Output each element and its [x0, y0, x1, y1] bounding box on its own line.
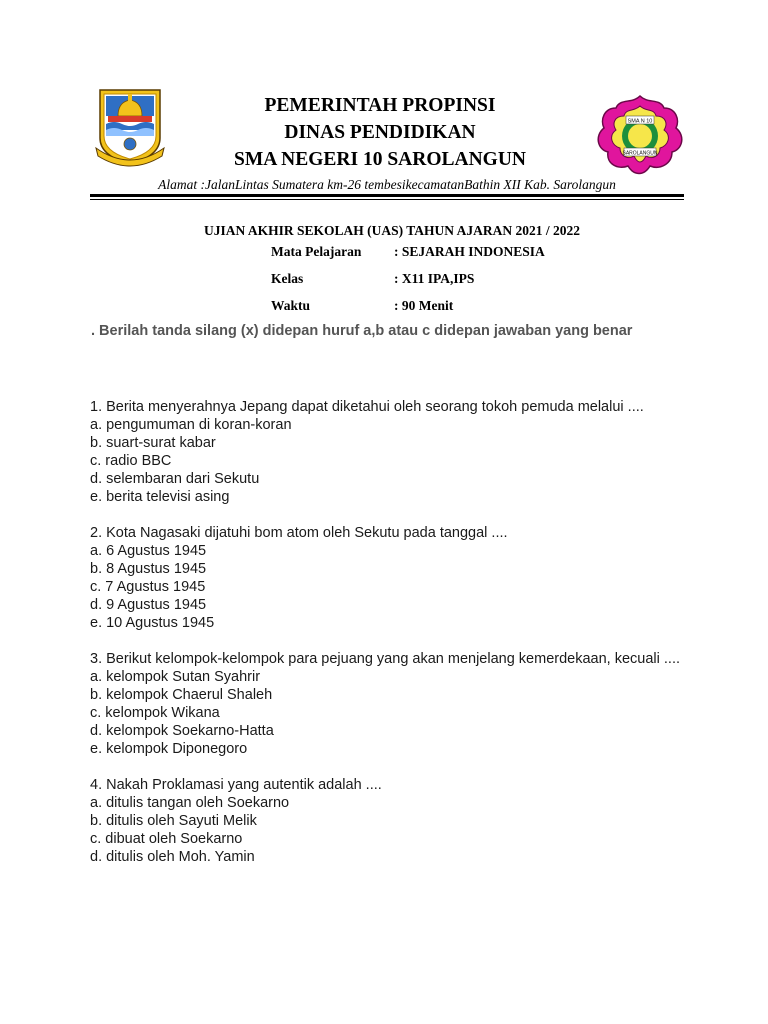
- answer-option: e. kelompok Diponegoro: [90, 741, 248, 757]
- answer-option: c. kelompok Wikana: [90, 705, 220, 721]
- question-2: [90, 524, 690, 632]
- answer-option: a. 6 Agustus 1945: [90, 543, 207, 559]
- school-logo-top-text: SMA N 10: [627, 118, 653, 125]
- answer-option: d. 9 Agustus 1945: [90, 597, 207, 613]
- header-line-2: DINAS PENDIDIKAN: [284, 122, 476, 143]
- meta-label-time: Waktu: [271, 298, 311, 313]
- school-logo: [594, 94, 686, 176]
- meta-value-class: : X11 IPA,IPS: [394, 271, 475, 286]
- header-line-3: SMA NEGERI 10 SAROLANGUN: [234, 149, 526, 170]
- answer-option: d. selembaran dari Sekutu: [90, 471, 260, 487]
- question-text: 4. Nakah Proklamasi yang autentik adalah ....: [90, 777, 382, 793]
- answer-option: b. 8 Agustus 1945: [90, 561, 207, 577]
- question-text: 2. Kota Nagasaki dijatuhi bom atom oleh Sekutu pada tanggal ....: [90, 525, 508, 541]
- answer-option: c. 7 Agustus 1945: [90, 579, 206, 595]
- answer-option: c. dibuat oleh Soekarno: [90, 831, 243, 847]
- question-text: 1. Berita menyerahnya Jepang dapat diketahui oleh seorang tokoh pemuda melalui ....: [90, 399, 644, 415]
- question-text: 3. Berikut kelompok-kelompok para pejuang yang akan menjelang kemerdekaan, kecuali ....: [90, 651, 681, 667]
- answer-option: a. kelompok Sutan Syahrir: [90, 669, 261, 685]
- meta-value-subject: : SEJARAH INDONESIA: [394, 244, 545, 259]
- school-address: Alamat :JalanLintas Sumatera km-26 tembesikecamatanBathin XII Kab. Sarolangun: [158, 177, 616, 192]
- exam-title: UJIAN AKHIR SEKOLAH (UAS) TAHUN AJARAN 2021 / 2022: [203, 223, 581, 238]
- answer-option: b. kelompok Chaerul Shaleh: [90, 687, 273, 703]
- question-1: [90, 398, 690, 506]
- header-rule-thick: [90, 194, 684, 197]
- answer-option: b. suart-surat kabar: [90, 435, 216, 451]
- meta-value-time: : 90 Menit: [394, 298, 454, 313]
- province-emblem-logo: [94, 86, 166, 168]
- answer-option: d. kelompok Soekarno-Hatta: [90, 723, 274, 739]
- exam-instruction: . Berilah tanda silang (x) didepan huruf a,b atau c didepan jawaban yang benar: [91, 323, 633, 339]
- question-list: [90, 398, 690, 884]
- answer-option: e. berita televisi asing: [90, 489, 230, 505]
- answer-option: b. ditulis oleh Sayuti Melik: [90, 813, 257, 829]
- answer-option: d. ditulis oleh Moh. Yamin: [90, 849, 255, 865]
- question-4: [90, 776, 690, 866]
- answer-option: e. 10 Agustus 1945: [90, 615, 215, 631]
- header-line-1: PEMERINTAH PROPINSI: [264, 95, 496, 116]
- answer-option: a. pengumuman di koran-koran: [90, 417, 292, 433]
- question-3: [90, 650, 690, 758]
- answer-option: a. ditulis tangan oleh Soekarno: [90, 795, 290, 811]
- header-rule-thin: [90, 199, 684, 200]
- meta-label-subject: Mata Pelajaran: [271, 244, 362, 259]
- meta-label-class: Kelas: [271, 271, 304, 286]
- school-logo-bottom-text: SAROLANGUN: [622, 150, 658, 157]
- answer-option: c. radio BBC: [90, 453, 172, 469]
